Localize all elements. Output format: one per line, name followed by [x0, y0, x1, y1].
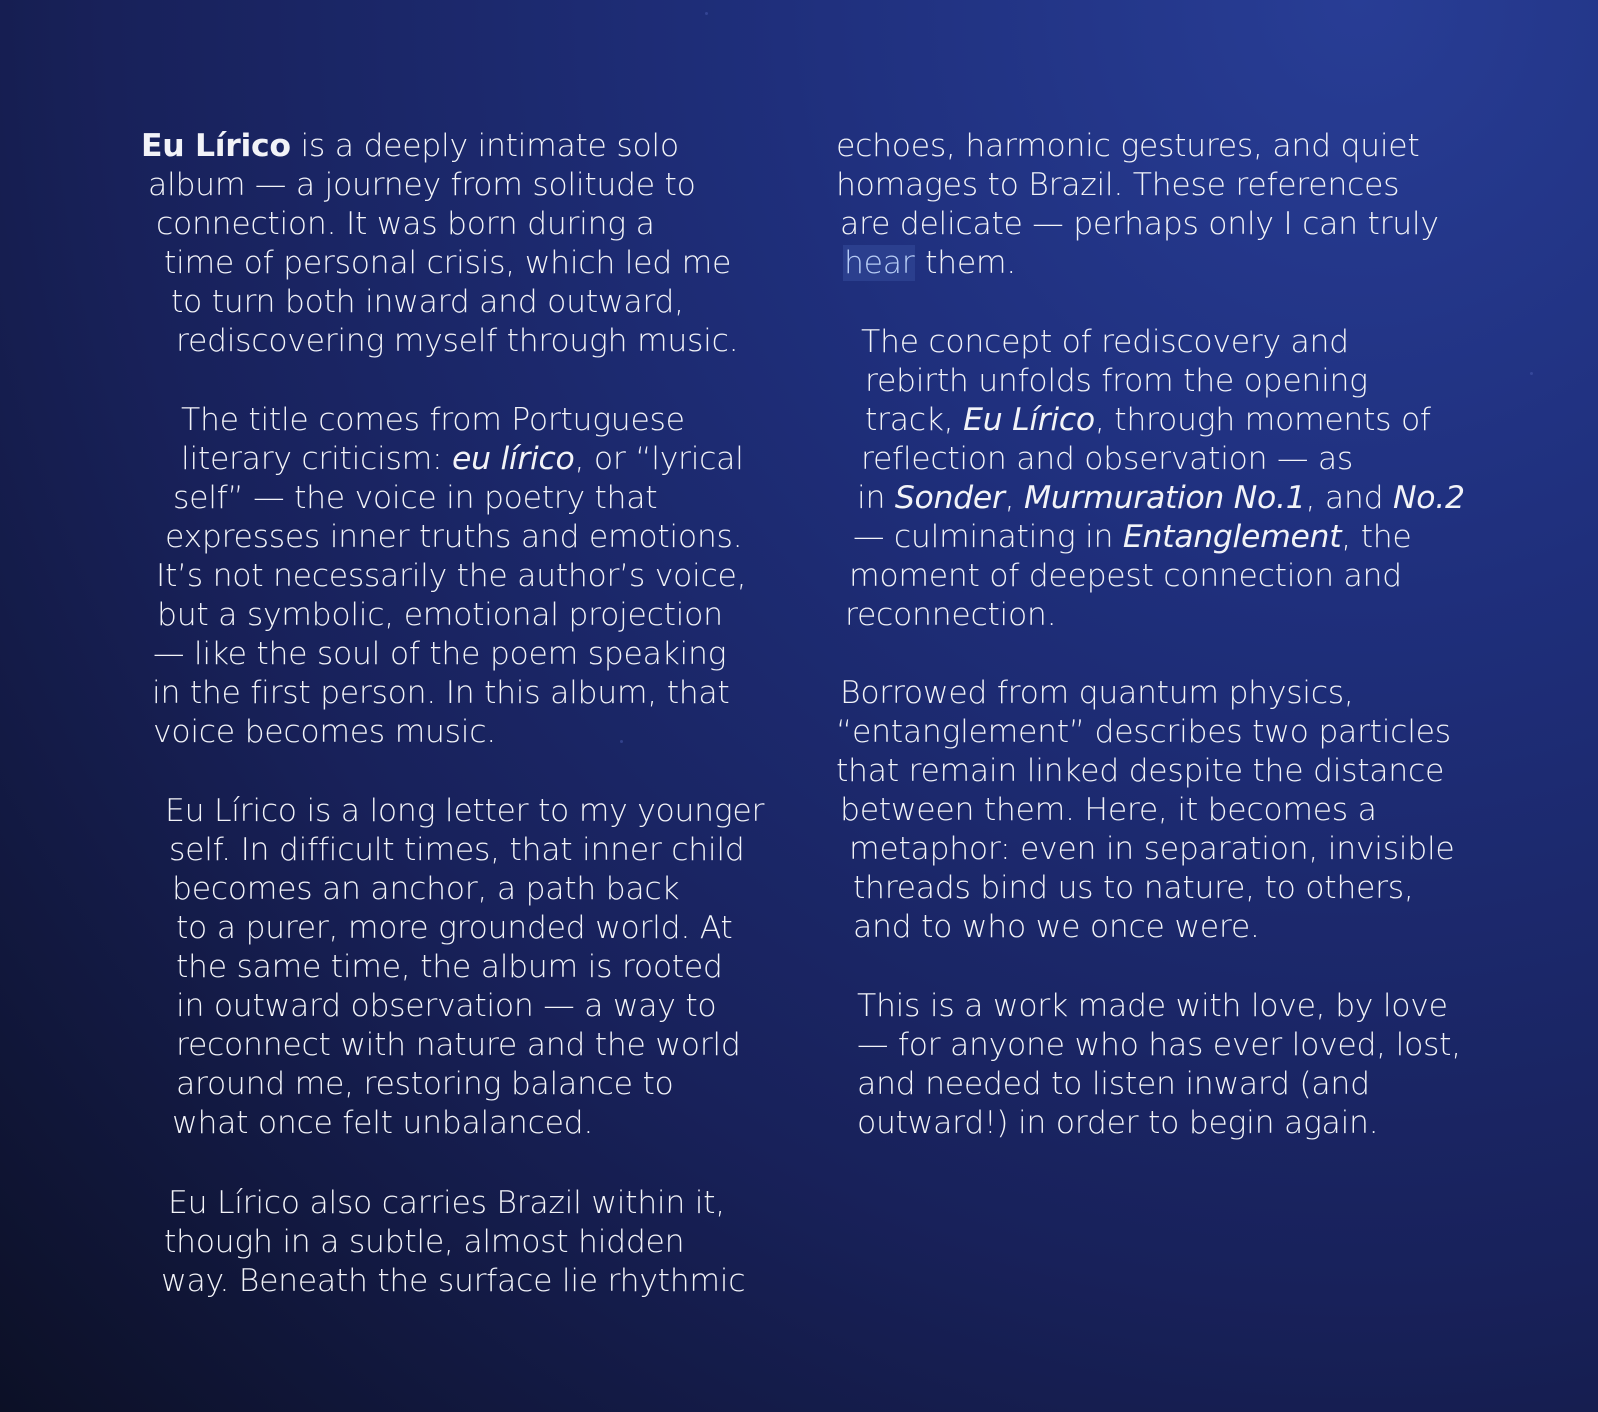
text-line: but a symbolic, emotional projection — [157, 597, 723, 633]
background-speck — [1530, 372, 1533, 375]
text-line: — for anyone who has ever loved, lost, — [857, 1027, 1461, 1063]
italic-track-title: Sonder — [894, 480, 1005, 516]
text-line: time of personal crisis, which led me — [164, 245, 732, 281]
text-span: is a deeply intimate solo — [290, 128, 679, 164]
italic-track-title: Murmuration No.1 — [1024, 480, 1306, 516]
text-line: self. In difficult times, that inner child — [169, 832, 745, 868]
text-span: , the — [1341, 519, 1412, 555]
text-line: the same time, the album is rooted — [176, 949, 723, 985]
text-line: around me, restoring balance to — [176, 1066, 674, 1102]
text-line: becomes an anchor, a path back — [172, 871, 680, 907]
text-line — [853, 517, 1412, 557]
text-line — [843, 243, 1016, 283]
italic-track-title: Entanglement — [1122, 519, 1342, 555]
text-line: in outward observation — a way to — [176, 988, 717, 1024]
italic-track-title: No.2 — [1393, 480, 1465, 516]
text-line: way. Beneath the surface lie rhythmic — [161, 1263, 746, 1299]
text-line: album — a journey from solitude to — [148, 167, 696, 203]
text-line: The title comes from Portuguese — [181, 402, 685, 438]
background-speck — [705, 12, 708, 15]
text-line: rediscovering myself through music. — [176, 323, 739, 359]
text-line: — like the soul of the poem speaking — [153, 636, 727, 672]
text-line: This is a work made with love, by love — [857, 988, 1448, 1024]
text-line: rebirth unfolds from the opening — [865, 363, 1368, 399]
highlighted-word: hear — [844, 245, 915, 281]
text-line: moment of deepest connection and — [849, 558, 1402, 594]
text-line: what once felt unbalanced. — [172, 1105, 594, 1141]
text-span: — culminating in — [853, 519, 1123, 555]
text-line: The concept of rediscovery and — [861, 324, 1349, 360]
text-span: , or “lyrical — [574, 441, 744, 477]
text-line — [181, 439, 744, 479]
text-line: Eu Lírico also carries Brazil within it, — [168, 1185, 725, 1221]
italic-term: eu lírico — [452, 441, 575, 477]
text-line: in the first person. In this album, that — [152, 675, 730, 711]
background-speck — [620, 740, 623, 743]
text-line: outward!) in order to begin again. — [857, 1105, 1379, 1141]
text-line: to a purer, more grounded world. At — [176, 910, 733, 946]
text-line: echoes, harmonic gestures, and quiet — [836, 128, 1420, 164]
text-line: Borrowed from quantum physics, — [840, 675, 1354, 711]
text-line — [865, 400, 1431, 440]
text-line: voice becomes music. — [153, 714, 496, 750]
italic-track-title: Eu Lírico — [963, 402, 1095, 438]
text-line: reflection and observation — as — [861, 441, 1354, 477]
text-line: Eu Lírico is a long letter to my younger — [165, 793, 765, 829]
text-line: reconnect with nature and the world — [176, 1027, 741, 1063]
text-line: are delicate — perhaps only I can truly — [840, 206, 1439, 242]
text-span: literary criticism: — [181, 441, 453, 477]
text-line: homages to Brazil. These references — [836, 167, 1400, 203]
text-line: and to who we once were. — [853, 909, 1260, 945]
text-span: , through moments of — [1094, 402, 1431, 438]
text-line: to turn both inward and outward, — [171, 284, 684, 320]
text-line: reconnection. — [845, 597, 1057, 633]
text-line: between them. Here, it becomes a — [840, 792, 1377, 828]
text-span: , and — [1305, 480, 1394, 516]
text-line: expresses inner truths and emotions. — [165, 519, 743, 555]
text-line: metaphor: even in separation, invisible — [849, 831, 1455, 867]
text-line — [141, 126, 679, 166]
text-span: them. — [915, 245, 1017, 281]
text-line: though in a subtle, almost hidden — [164, 1224, 685, 1260]
text-line — [857, 478, 1465, 518]
album-title-bold: Eu Lírico — [141, 128, 291, 164]
text-line: that remain linked despite the distance — [836, 753, 1445, 789]
text-span: track, — [865, 402, 964, 438]
text-span: in — [857, 480, 895, 516]
text-span: , — [1004, 480, 1025, 516]
text-line: connection. It was born during a — [156, 206, 655, 242]
text-line: threads bind us to nature, to others, — [853, 870, 1414, 906]
text-line: “entanglement” describes two particles — [836, 714, 1451, 750]
text-line: and needed to listen inward (and — [857, 1066, 1370, 1102]
text-line: self” — the voice in poetry that — [173, 480, 658, 516]
text-line: It’s not necessarily the author’s voice, — [156, 558, 747, 594]
